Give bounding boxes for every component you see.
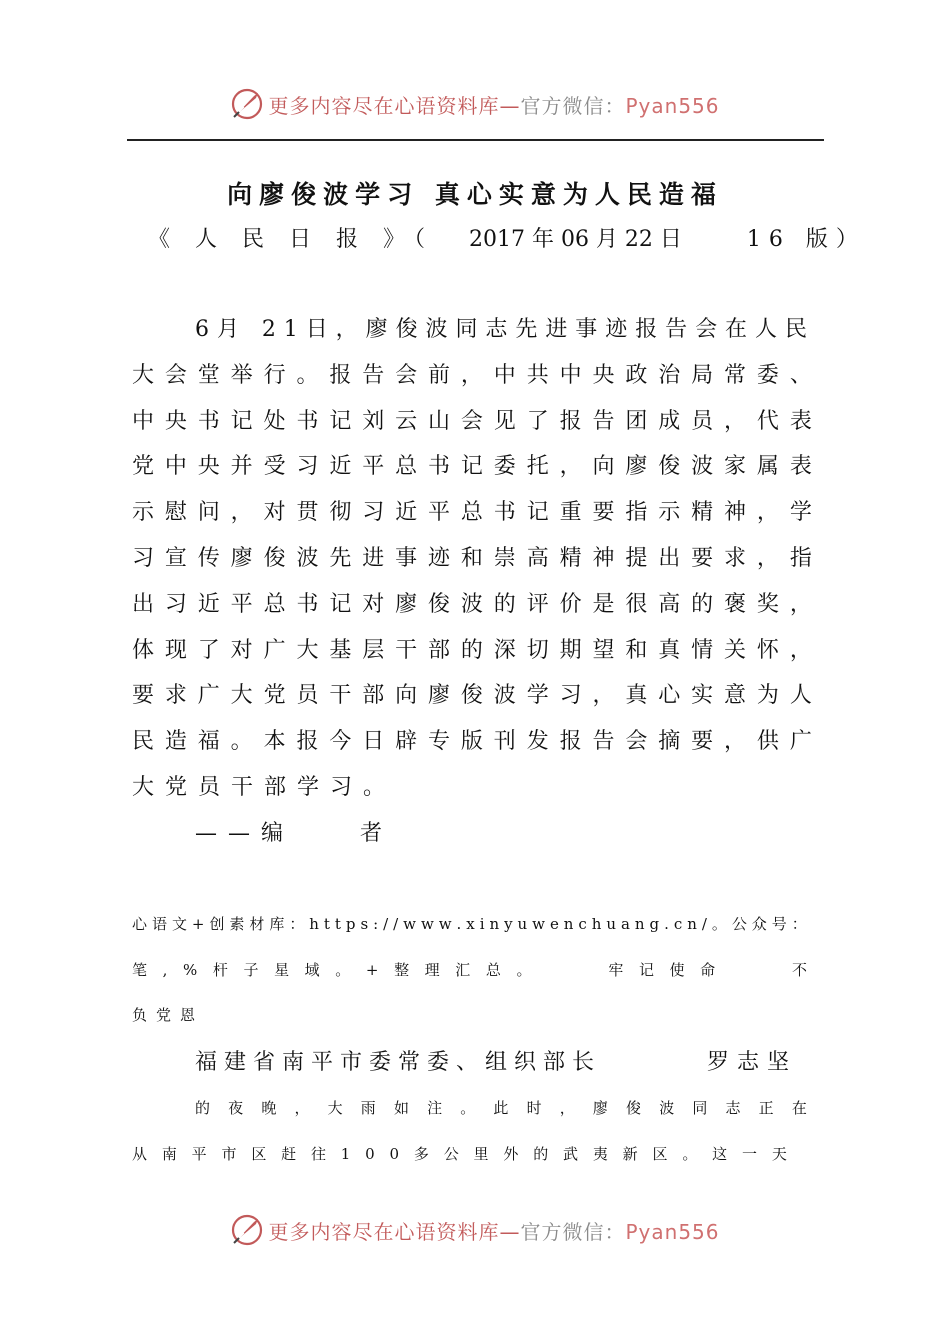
footer-banner (0, 1208, 950, 1252)
section-line: 的 夜 晚 ， 大 雨 如 注 。 此 时 ， 廖 俊 波 同 志 正 在 (195, 1099, 807, 1117)
quill-logo-icon (230, 87, 264, 121)
notice-line: 负党恩 (132, 1006, 205, 1024)
banner-handle: Pyan556 (625, 93, 720, 118)
intro-line: 民 造 福 。 本 报 今 日 辟 专 版 刊 发 报 告 会 摘 要 ， 供 广 (132, 729, 812, 755)
intro-line: 出 习 近 平 总 书 记 对 廖 俊 波 的 评 价 是 很 高 的 褒 奖 ， (132, 591, 812, 617)
article-title: 向廖俊波学习 真心实意为人民造福 (227, 180, 723, 209)
notice-block (132, 902, 807, 1039)
intro-line: 习 宣 传 廖 俊 波 先 进 事 迹 和 崇 高 精 神 提 出 要 求 ， 指 (132, 545, 812, 571)
banner-text-red: 更多内容尽在心语资料库— (268, 1219, 521, 1244)
intro-line: 6 月 2 1 日 ， 廖 俊 波 同 志 先 进 事 迹 报 告 会 在 人 民 (195, 317, 812, 342)
intro-line: 要 求 广 大 党 员 干 部 向 廖 俊 波 学 习 ， 真 心 实 意 为 人 (132, 683, 812, 709)
header-banner (0, 82, 950, 126)
intro-line: 大 会 堂 举 行 。 报 告 会 前 ， 中 共 中 央 政 治 局 常 委 、 (132, 362, 812, 388)
article-source (148, 222, 866, 253)
section-heading (195, 1045, 798, 1076)
intro-signoff: ——编 者 (195, 820, 394, 846)
banner-text (268, 1216, 719, 1245)
source-date: 2017 年 06 月 22 日 (468, 227, 682, 252)
section-body (132, 1086, 807, 1177)
notice-line: 笔 , % 杆 子 星 域 。 + 整 理 汇 总 。 牢 记 使 命 不 (132, 960, 807, 979)
section-author: 罗志坚 (707, 1050, 798, 1075)
banner-text (268, 90, 719, 119)
source-page: 16 版） (746, 227, 866, 252)
source-paper: 《 人 民 日 报 》（ (148, 227, 434, 252)
intro-line: 党 中 央 并 受 习 近 平 总 书 记 委 托 ， 向 廖 俊 波 家 属 表 (132, 454, 812, 480)
intro-line: 示 慰 问 ， 对 贯 彻 习 近 平 总 书 记 重 要 指 示 精 神 ， 学 (132, 500, 812, 526)
intro-line: 大党员干部学习。 (132, 774, 397, 800)
banner-text-red: 更多内容尽在心语资料库— (268, 93, 521, 118)
banner-handle: Pyan556 (625, 1219, 720, 1244)
banner-text-wechat: 官方微信： (520, 93, 626, 118)
banner-text-wechat: 官方微信： (520, 1219, 626, 1244)
section-line: 从 南 平 市 区 赶 往 1 0 0 多 公 里 外 的 武 夷 新 区 。 这 一 天 (132, 1144, 787, 1163)
intro-line: 中 央 书 记 处 书 记 刘 云 山 会 见 了 报 告 团 成 员 ， 代 表 (132, 408, 812, 434)
header-rule (127, 139, 824, 141)
quill-logo-icon (230, 1213, 264, 1247)
intro-paragraph (132, 307, 812, 857)
intro-line: 体 现 了 对 广 大 基 层 干 部 的 深 切 期 望 和 真 情 关 怀 ， (132, 637, 812, 663)
notice-line: 心 语 文 + 创 素 材 库 ： h t t p s : / / w w w . x i n y u w e n c h u a n g . c n / 。 公 众 号 ： (132, 915, 807, 933)
section-heading-title: 福建省南平市委常委、组织部长 (195, 1050, 602, 1075)
